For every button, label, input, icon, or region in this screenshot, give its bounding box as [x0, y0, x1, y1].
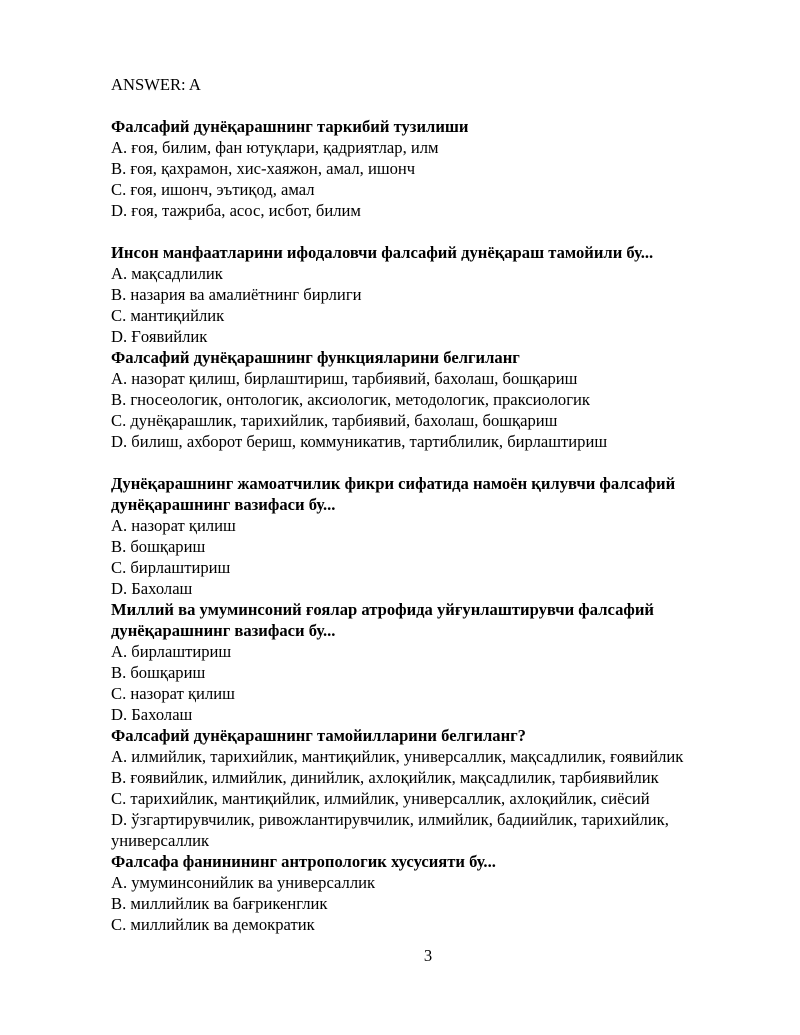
question-title: Миллий ва умуминсоний ғоялар атрофида уйғунлаштирувчи фалсафий дунёқарашнинг вазифаси бу... [111, 600, 654, 640]
answer-option: A. назорат қилиш [111, 516, 236, 535]
answer-line: ANSWER: A [111, 75, 201, 94]
question-title: Фалсафий дунёқарашнинг таркибий тузилиши [111, 117, 469, 136]
answer-option: D. Ғоявийлик [111, 327, 208, 346]
answer-option: B. гносеологик, онтологик, аксиологик, методологик, праксиологик [111, 390, 590, 409]
answer-option: A. бирлаштириш [111, 642, 232, 661]
answer-option: A. назорат қилиш, бирлаштириш, тарбиявий, бахолаш, бошқариш [111, 369, 578, 388]
spacer [111, 452, 751, 473]
question-title: Фалсафа фанинининг антропологик хусусияти бу... [111, 852, 496, 871]
answer-option: C. дунёқарашлик, тарихийлик, тарбиявий, бахолаш, бошқариш [111, 411, 558, 430]
answer-option: A. илмийлик, тарихийлик, мантиқийлик, универсаллик, мақсадлилик, ғоявийлик [111, 747, 684, 766]
question-title: Инсон манфаатларини ифодаловчи фалсафий дунёқараш тамойили бу... [111, 243, 654, 262]
answer-option: B. бошқариш [111, 663, 206, 682]
answer-option: B. бошқариш [111, 537, 206, 556]
question-block [111, 473, 751, 599]
answer-option: C. назорат қилиш [111, 684, 235, 703]
question-block [111, 347, 751, 452]
answer-option: B. миллийлик ва бағрикенглик [111, 894, 328, 913]
answer-option: C. миллийлик ва демократик [111, 915, 315, 934]
answer-option: B. назария ва амалиётнинг бирлиги [111, 285, 362, 304]
answer-option: D. Бахолаш [111, 705, 193, 724]
answer-option: A. умуминсонийлик ва универсаллик [111, 873, 376, 892]
answer-option: C. бирлаштириш [111, 558, 231, 577]
spacer [111, 95, 751, 116]
question-title: Дунёқарашнинг жамоатчилик фикри сифатида намоён қилувчи фалсафий дунёқарашнинг вазифаси бу... [111, 474, 676, 514]
question-title: Фалсафий дунёқарашнинг тамойилларини белгиланг? [111, 726, 526, 745]
question-block [111, 116, 751, 221]
answer-option: D. ғоя, тажриба, асос, исбот, билим [111, 201, 361, 220]
question-block [111, 725, 751, 851]
answer-option: B. ғоявийлик, илмийлик, динийлик, ахлоқийлик, мақсадлилик, тарбиявийлик [111, 768, 659, 787]
page-number: 3 [423, 946, 433, 965]
question-block [111, 851, 751, 935]
answer-option: A. ғоя, билим, фан ютуқлари, қадриятлар, илм [111, 138, 439, 157]
spacer [111, 221, 751, 242]
question-block [111, 599, 751, 725]
answer-option: D. билиш, ахборот бериш, коммуникатив, тартиблилик, бирлаштириш [111, 432, 608, 451]
answer-option: B. ғоя, қахрамон, хис-хаяжон, амал, ишонч [111, 159, 416, 178]
answer-option: D. ўзгартирувчилик, ривожлантирувчилик, илмийлик, бадиийлик, тарихийлик, универсаллик [111, 810, 669, 850]
document-page [111, 74, 751, 935]
question-block [111, 242, 751, 347]
answer-option: C. мантиқийлик [111, 306, 225, 325]
answer-option: C. ғоя, ишонч, эътиқод, амал [111, 180, 315, 199]
answer-option: D. Бахолаш [111, 579, 193, 598]
answer-option: C. тарихийлик, мантиқийлик, илмийлик, универсаллик, ахлоқийлик, сиёсий [111, 789, 650, 808]
question-title: Фалсафий дунёқарашнинг функцияларини белгиланг [111, 348, 520, 367]
answer-option: A. мақсадлилик [111, 264, 223, 283]
